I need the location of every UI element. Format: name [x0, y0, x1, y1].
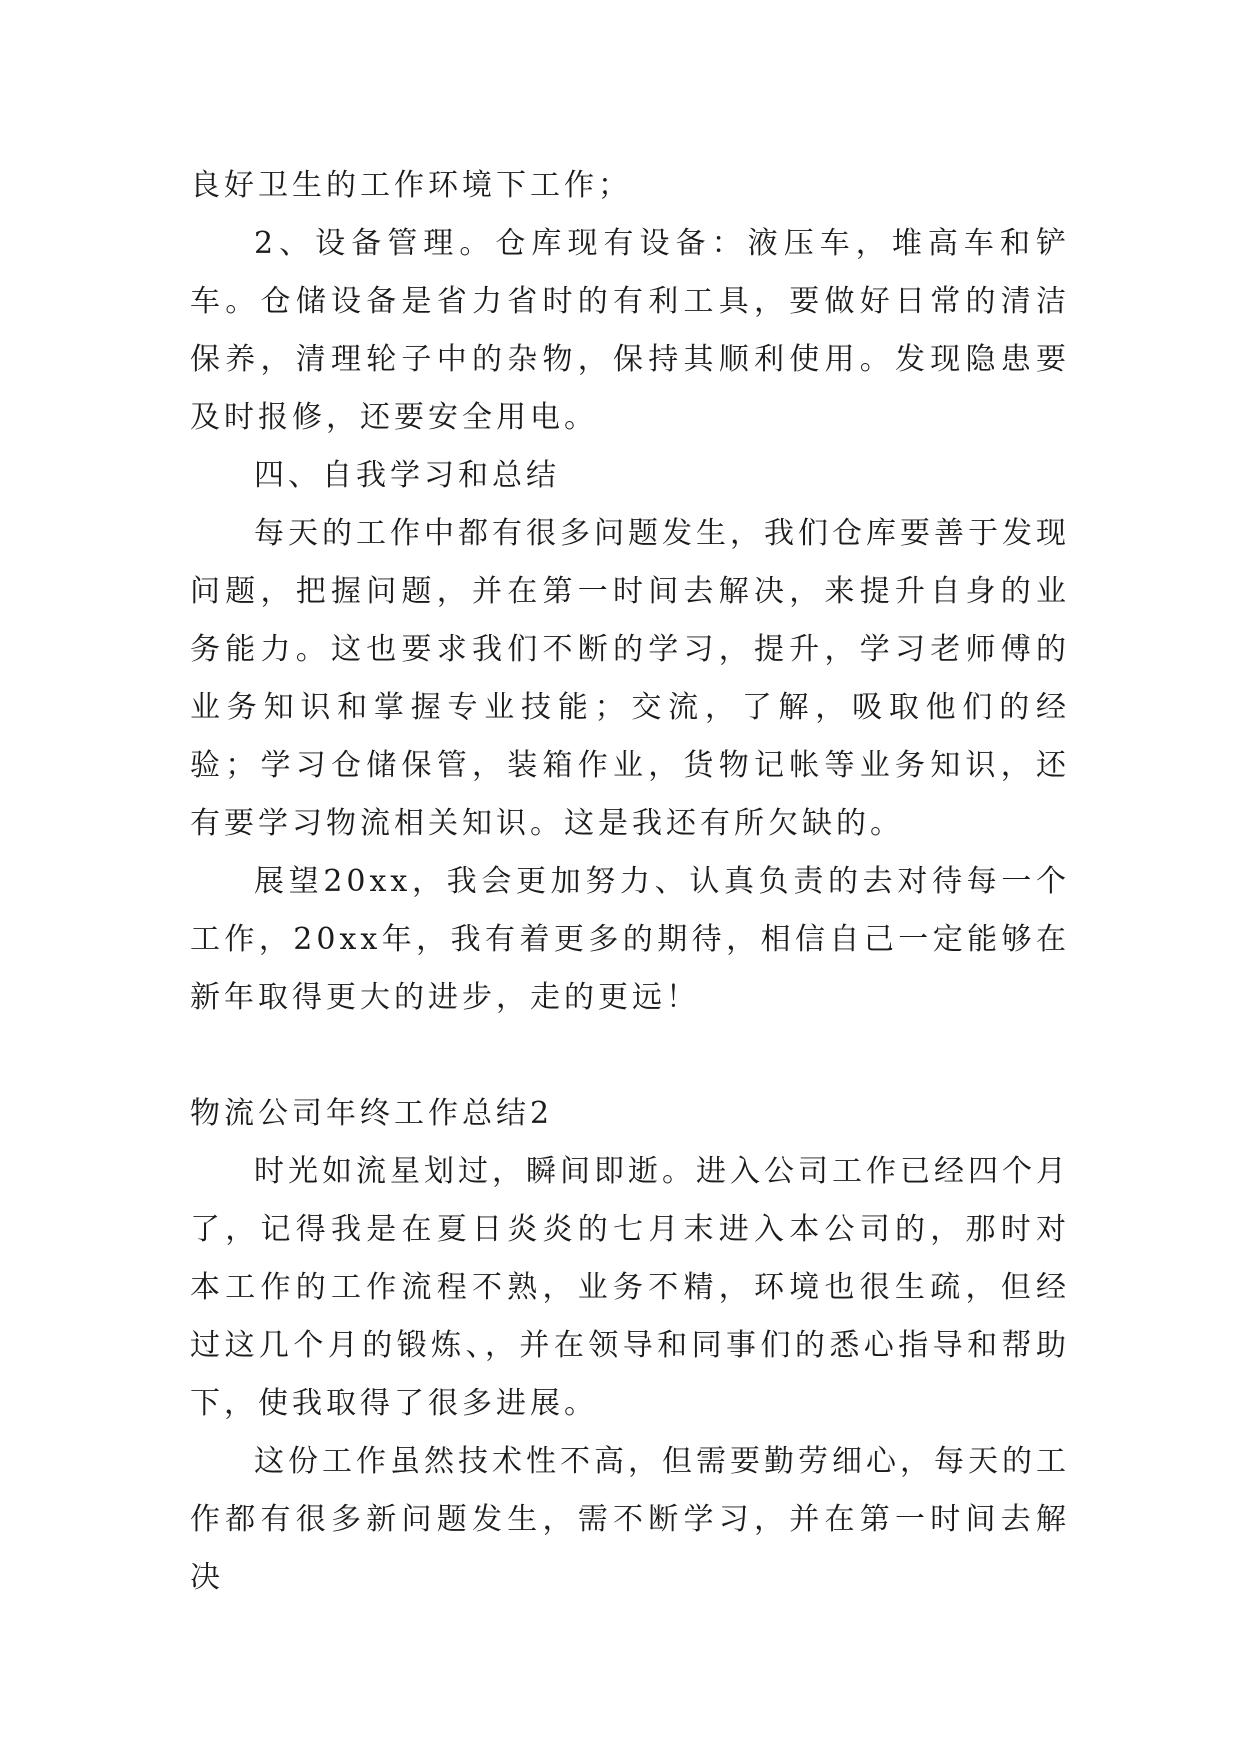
document-body [190, 157, 1070, 1607]
section-title: 物流公司年终工作总结2 [190, 1096, 554, 1131]
paragraph-continuation: 良好卫生的工作环境下工作； [190, 168, 632, 203]
heading-self-learning: 四、自我学习和总结 [254, 458, 560, 493]
paragraph-outlook: 展望20xx，我会更加努力、认真负责的去对待每一个工作，20xx年，我有着更多的期待，相信自己一定能够在新年取得更大的进步，走的更远！ [190, 864, 1070, 1015]
paragraph-job-nature: 这份工作虽然技术性不高，但需要勤劳细心，每天的工作都有很多新问题发生，需不断学习，并在第一时间去解决 [190, 1444, 1070, 1595]
paragraph-time-flies: 时光如流星划过，瞬间即逝。进入公司工作已经四个月了，记得我是在夏日炎炎的七月末进入本公司的，那时对本工作的工作流程不熟，业务不精，环境也很生疏，但经过这几个月的锻炼、，并在领导和同事们的悉心指导和帮助下，使我取得了很多进展。 [190, 1154, 1070, 1421]
paragraph-equipment-management: 2、设备管理。仓库现有设备：液压车，堆高车和铲车。仓储设备是省力省时的有利工具，要做好日常的清洁保养，清理轮子中的杂物，保持其顺利使用。发现隐患要及时报修，还要安全用电。 [190, 226, 1070, 435]
paragraph-daily-problems: 每天的工作中都有很多问题发生，我们仓库要善于发现问题，把握问题，并在第一时间去解决，来提升自身的业务能力。这也要求我们不断的学习，提升，学习老师傅的业务知识和掌握专业技能；交流，了解，吸取他们的经验；学习仓储保管，装箱作业，货物记帐等业务知识，还有要学习物流相关知识。这是我还有所欠缺的。 [190, 516, 1070, 841]
